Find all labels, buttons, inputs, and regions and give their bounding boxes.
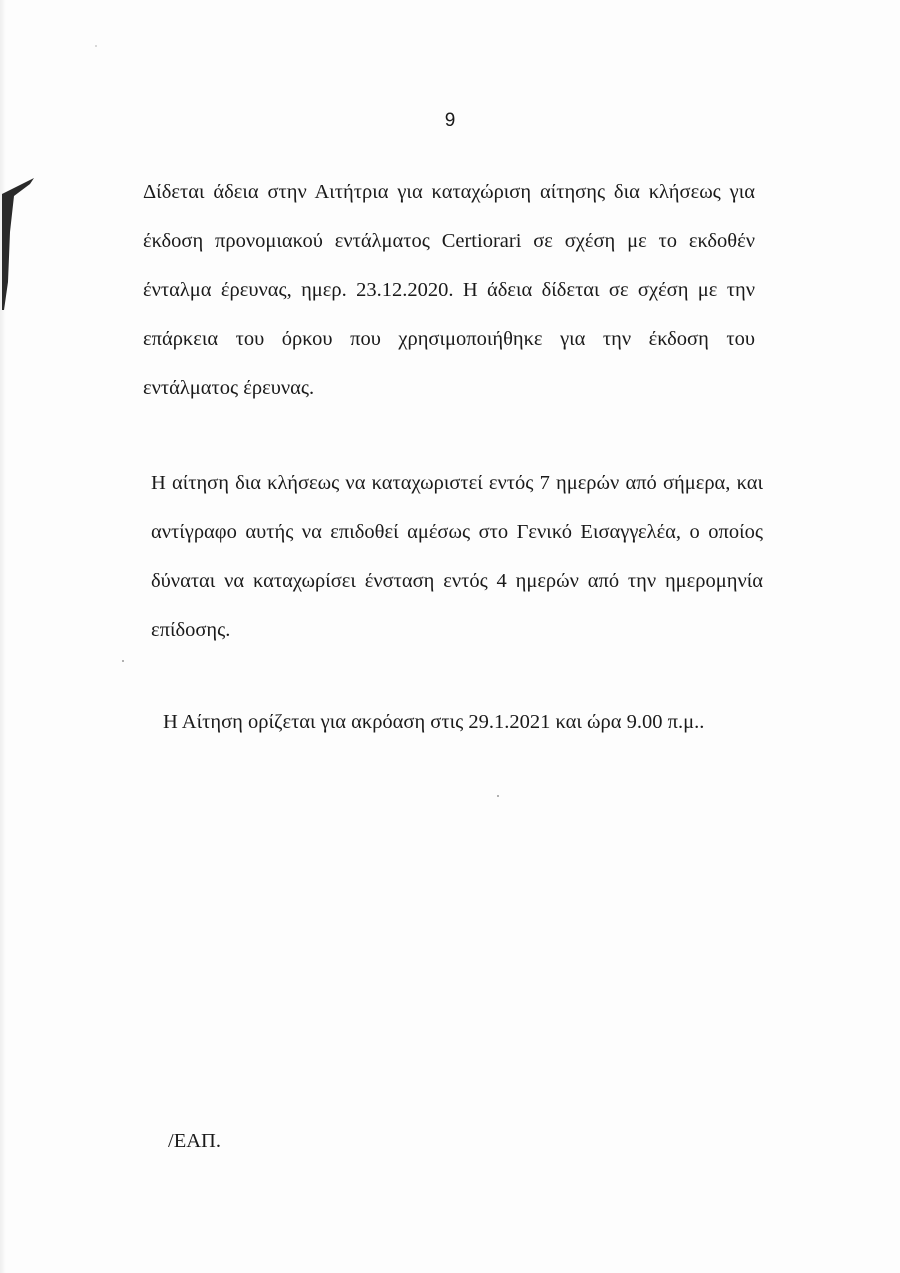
scan-artifact-mark xyxy=(0,172,40,312)
paragraph-hearing-date: Η Αίτηση ορίζεται για ακρόαση στις 29.1.2021 και ώρα 9.00 π.μ.. xyxy=(163,711,705,733)
page-number: 9 xyxy=(444,110,456,131)
scan-speck xyxy=(95,45,97,47)
scan-speck xyxy=(497,795,499,797)
paragraph-leave-granted: Δίδεται άδεια στην Αιτήτρια για καταχώριση αίτησης δια κλήσεως για έκδοση προνομιακού εντάλματος Certiorari σε σχέση με το εκδοθέν ένταλμα έρευνας, ημερ. 23.12.2020. Η άδεια δίδεται σε σχέση με την επάρκεια του όρκου που χρησιμοποιήθηκε για την έκδοση του εντάλματος έρευνας. xyxy=(143,181,755,399)
scan-speck xyxy=(122,660,124,662)
paragraph-filing-deadline: Η αίτηση δια κλήσεως να καταχωριστεί εντός 7 ημερών από σήμερα, και αντίγραφο αυτής να επιδοθεί αμέσως στο Γενικό Εισαγγελέα, ο οποίος δύναται να καταχωρίσει ένσταση εντός 4 ημερών από την ημερομηνία επίδοσης. xyxy=(151,472,763,641)
closing-initials: /ΕΑΠ. xyxy=(168,1130,221,1152)
